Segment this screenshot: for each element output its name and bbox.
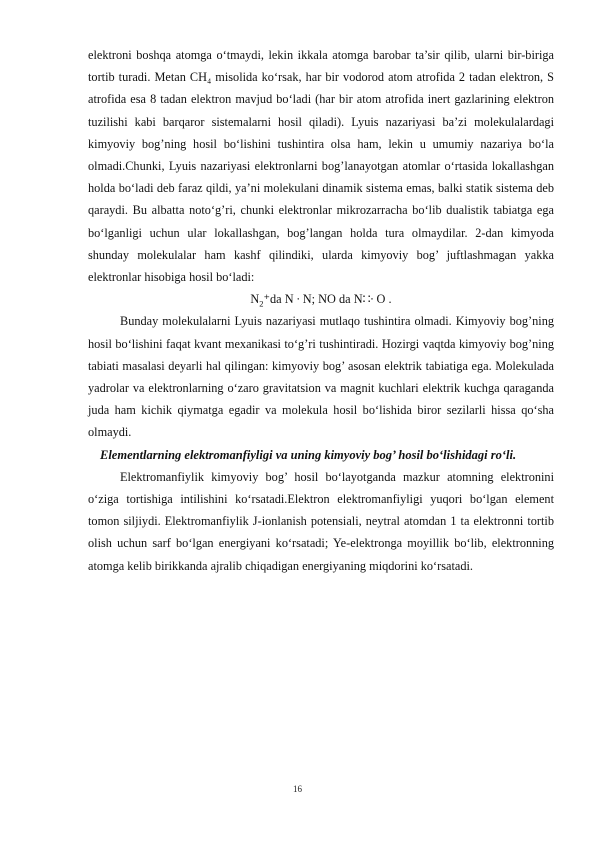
formula-line [88, 288, 554, 310]
formula-end: O . [373, 292, 392, 307]
page-number: 16 [293, 784, 302, 794]
page-content [88, 44, 554, 577]
paragraph-electronegativity: Elektromanfiylik kimyoviy bog’ hosil bo‘layotganda mazkur atomning elektronini o‘ziga tortishiga intilishini ko‘rsatadi.Elektron elektromanfiyligi yuqori bo‘lgan element tomon siljiydi. Elektromanfiylik J-ionlanish potensiali, neytral atomdan 1 ta elektronni tortib olish uchun sarf bo‘lgan energiyani ko‘rsatadi; Ye-elektronga moyillik bo‘lib, elektronning atomga kelib birikkanda ajralib chiqadigan energiyaning miqdorini ko‘rsatadi. [88, 469, 554, 573]
formula-n: N [250, 292, 260, 307]
paragraph-lyuis-theory: elektroni boshqa atomga o‘tmaydi, lekin ikkala atomga barobar ta’sir qilib, ularni bir-biriga tortib turadi. Metan CH₄ misolida ko‘rsak, har bir vodorod atom atrofida 2 tadan elektron, S atrofida esa 8 tadan elektron mavjud bo‘ladi (har bir atom atrofida inert gazlarining elektron tuzilishi kabi barqaror sistemalarni hosil qiladi). Lyuis nazariyasi ba’zi molekulalardagi kimyoviy bog’ning hosil bo‘lishini tushintira olsa ham, lekin u umumiy nazariya bo‘la olmadi.Chunki, Lyuis nazariyasi elektronlarni bog’lanayotgan atomlar o‘rtasida lokallashgan holda bo‘ladi deb faraz qildi, ya’ni molekulani dinamik sistema emas, balki statik sistema deb qaraydi. Bu albatta noto‘g’ri, chunki elektronlar mikrozarracha bo‘lib dualistik tabiatga ega bo‘lganligi uchun ular lokallashgan, bog’langan holda tura olmaydilar. 2-dan kimyoda shunday molekulalar ham kashf qilindiki, ularda kimyoviy bog’ juftlashmagan yakka elektronlar hisobiga hosil bo‘ladi: [88, 48, 554, 285]
paragraph-quantum-mechanics: Bunday molekulalarni Lyuis nazariyasi mutlaqo tushintira olmadi. Kimyoviy bog’ning hosil bo‘lishini faqat kvant mexanikasi to‘g’ri tushintiradi. Hozirgi vaqtda kimyoviy bog’ning tabiati masalasi deyarli hal qilingan: kimyoviy bog’ asosan elektrik tabiatiga ega. Molekulada yadrolar va elektronlarning o‘zaro gravitatsion va magnit kuchlari elektrik kuchga qaraganda juda ham kichik qiymatga egadir va molekula hosil bo‘lishida biror sezilarli hissa qo‘sha olmaydi. [88, 314, 554, 440]
formula-dots: ∷∙ [362, 292, 374, 307]
section-heading: Elementlarning elektromanfiyligi va uning kimyoviy bog’ hosil bo‘lishidagi ro‘li. [100, 447, 517, 462]
formula-middle: ⁺da N ∙ N; NO da N [263, 292, 363, 307]
formula-subscript: 2 [259, 298, 264, 309]
